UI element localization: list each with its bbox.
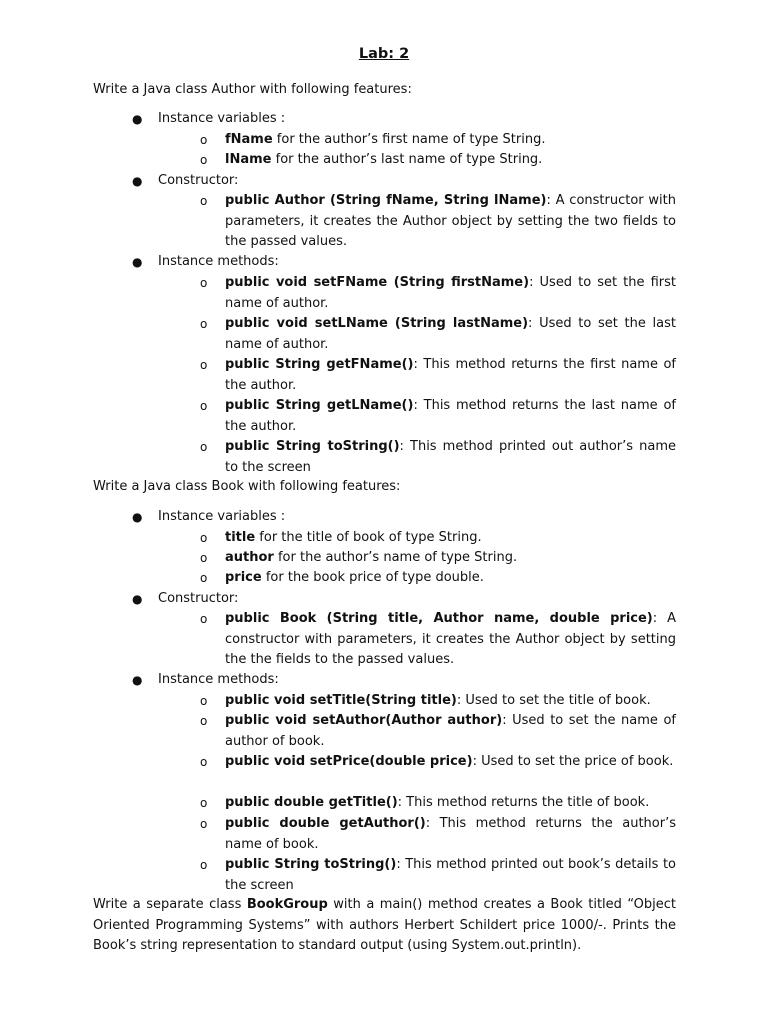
para-text-1: Write a separate class: [93, 897, 247, 912]
method-signature: public void setAuthor(Author author): [225, 713, 503, 728]
var-name: author: [225, 550, 274, 565]
methods-label: Instance methods:: [158, 254, 279, 269]
sub-bullet-icon: o: [200, 531, 208, 545]
method-signature: public String getFName(): [225, 357, 414, 372]
sub-bullet-icon: o: [200, 755, 208, 769]
method-desc: : A constructor with parameters, it creates the Author object by setting the the fields to the passed values.: [225, 611, 677, 667]
method-desc: : This method returns the first name of the author.: [225, 357, 677, 393]
method-desc: : A constructor with parameters, it creates the Author object by setting the two fields to the passed values.: [225, 193, 677, 249]
sub-bullet-icon: o: [200, 796, 208, 810]
sub-bullet-icon: o: [200, 317, 208, 331]
method-desc: : Used to set the price of book.: [472, 754, 674, 769]
var-name: price: [225, 570, 262, 585]
method-signature: public void setPrice(double price): [225, 754, 473, 769]
class-name: BookGroup: [246, 897, 328, 912]
method-signature: public void setLName (String lastName): [225, 316, 529, 331]
sub-bullet-icon: o: [200, 133, 208, 147]
var-name: lName: [225, 152, 272, 167]
method-signature: public double getAuthor(): [225, 816, 426, 831]
page-title: Lab: 2: [358, 46, 410, 62]
method-signature: public double getTitle(): [225, 795, 398, 810]
var-name: fName: [225, 132, 273, 147]
bullet-icon: ●: [132, 510, 143, 524]
bullet-icon: ●: [132, 112, 143, 126]
method-desc: : Used to set the name of author of book.: [225, 713, 676, 749]
method-desc: : Used to set the first name of author.: [225, 275, 676, 311]
method-desc: : This method printed out book’s details to the screen: [225, 857, 676, 893]
method-signature: public void setFName (String firstName): [225, 275, 530, 290]
method-desc: : This method returns the title of book.: [397, 795, 650, 810]
para-text-2: with a main() method creates a Book titled “Object Oriented Programming Systems” with authors Herbert Schildert price 1000/-. Prints the Book’s string representation to standard output (using System.out.println).: [93, 897, 676, 953]
var-desc: for the author’s last name of type String.: [271, 152, 543, 167]
method-signature: public Author (String fName, String lName): [225, 193, 547, 208]
method-signature: public String toString(): [225, 439, 400, 454]
sub-bullet-icon: o: [200, 440, 208, 454]
method-signature: public Book (String title, Author name, double price): [225, 611, 653, 626]
sub-bullet-icon: o: [200, 694, 208, 708]
bullet-icon: ●: [132, 255, 143, 269]
sub-bullet-icon: o: [200, 817, 208, 831]
bookgroup-paragraph: [93, 895, 676, 957]
sub-bullet-icon: o: [200, 153, 208, 167]
constructor-label: Constructor:: [158, 173, 239, 188]
sub-bullet-icon: o: [200, 194, 208, 208]
method-signature: public String toString(): [225, 857, 397, 872]
sub-bullet-icon: o: [200, 399, 208, 413]
instance-variables-label: Instance variables :: [158, 111, 286, 126]
bullet-icon: ●: [132, 174, 143, 188]
method-signature: public void setTitle(String title): [225, 693, 457, 708]
method-desc: : This method printed out author’s name to the screen: [225, 439, 677, 475]
sub-bullet-icon: o: [200, 612, 208, 626]
sub-bullet-icon: o: [200, 858, 208, 872]
sub-bullet-icon: o: [200, 714, 208, 728]
sub-bullet-icon: o: [200, 571, 208, 585]
var-name: title: [225, 530, 256, 545]
method-desc: : Used to set the title of book.: [456, 693, 651, 708]
book-intro: Write a Java class Book with following features:: [93, 479, 401, 494]
constructor-label: Constructor:: [158, 591, 239, 606]
instance-variables-label: Instance variables :: [158, 509, 286, 524]
methods-label: Instance methods:: [158, 672, 279, 687]
method-desc: : This method returns the last name of the author.: [225, 398, 677, 434]
author-intro: Write a Java class Author with following features:: [93, 82, 412, 97]
bullet-icon: ●: [132, 592, 143, 606]
var-desc: for the title of book of type String.: [255, 530, 482, 545]
sub-bullet-icon: o: [200, 358, 208, 372]
method-desc: : This method returns the author’s name of book.: [225, 816, 676, 852]
var-desc: for the book price of type double.: [261, 570, 484, 585]
method-desc: : Used to set the last name of author.: [225, 316, 677, 352]
var-desc: for the author’s name of type String.: [273, 550, 518, 565]
var-desc: for the author’s first name of type String.: [272, 132, 546, 147]
method-signature: public String getLName(): [225, 398, 414, 413]
sub-bullet-icon: o: [200, 551, 208, 565]
bullet-icon: ●: [132, 673, 143, 687]
sub-bullet-icon: o: [200, 276, 208, 290]
